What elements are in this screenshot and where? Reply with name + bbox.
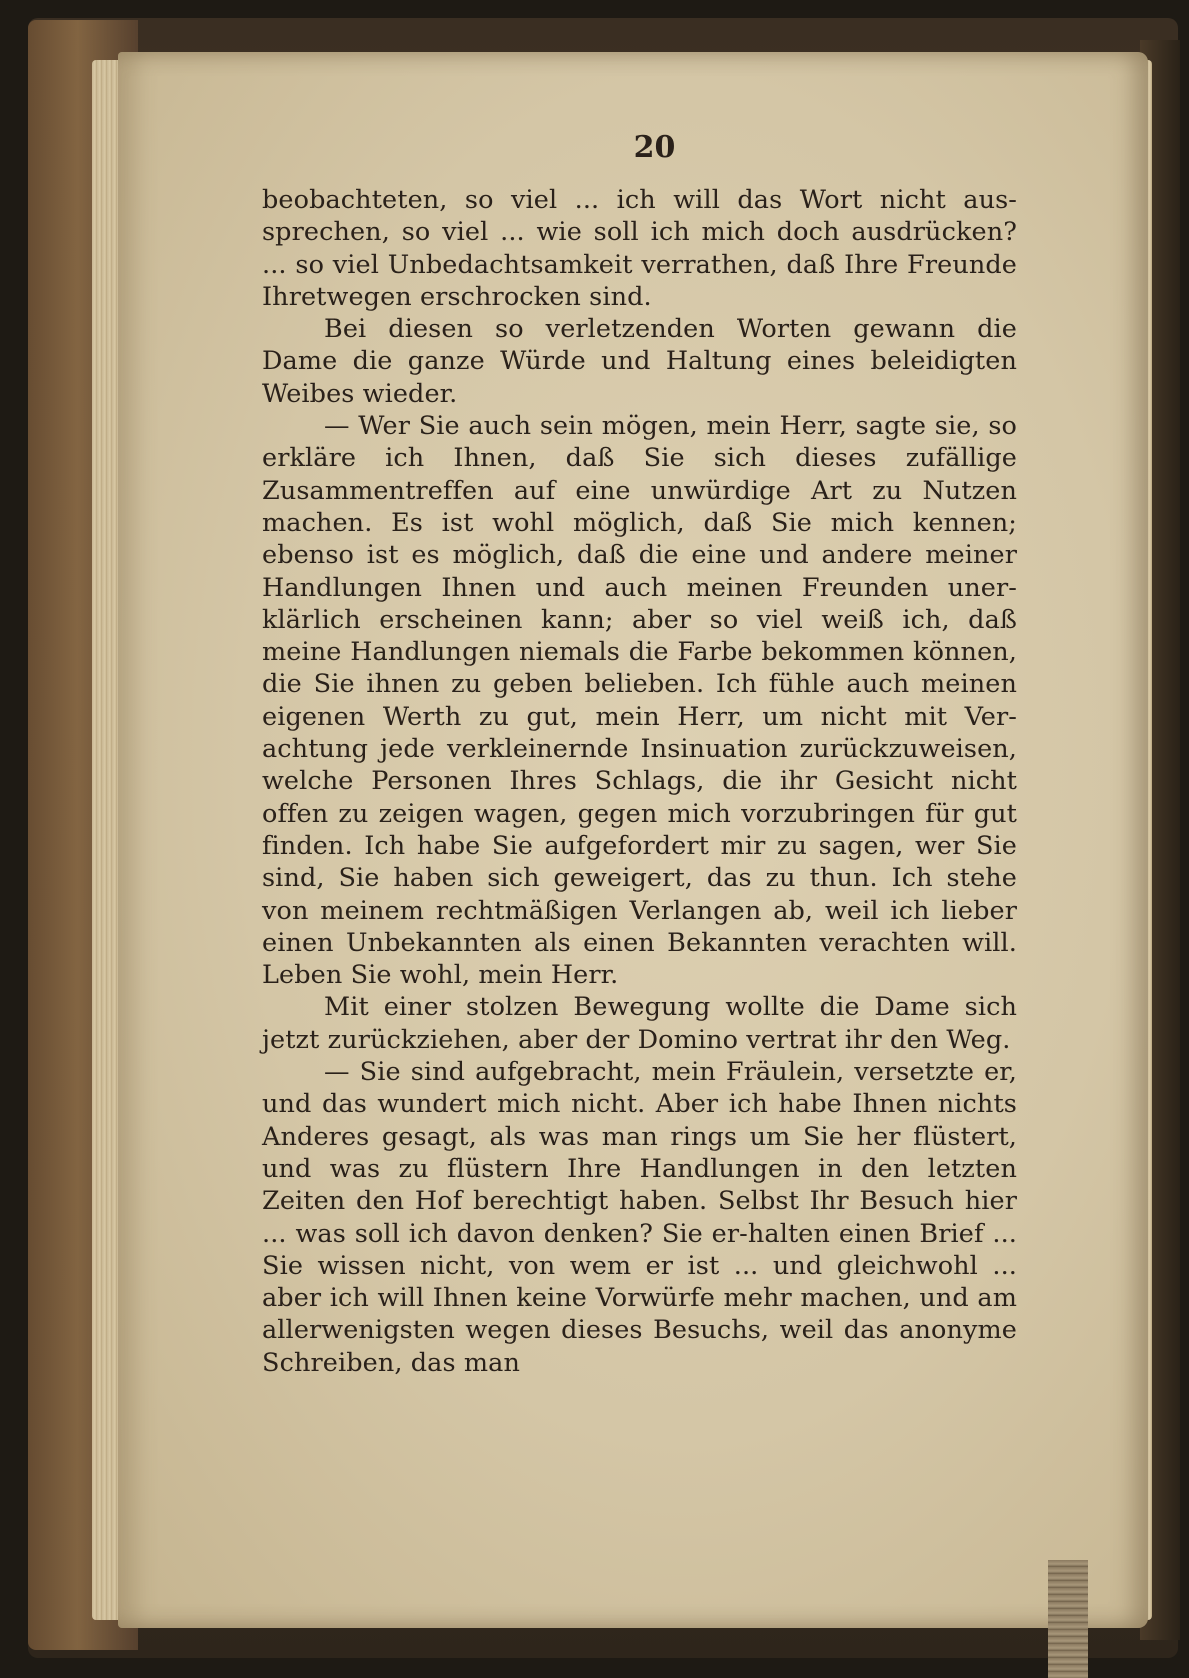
page-number: 20 bbox=[633, 130, 676, 165]
paragraph: beobachteten, so viel ... ich will das Wort nicht aus-sprechen, so viel ... wie soll ich mich doch ausdrücken? ... so viel Unbedachtsamkeit verrathen, daß Ihre Freunde Ihretwegen erschrocken sind. bbox=[262, 185, 1017, 312]
paragraph: Bei diesen so verletzenden Worten gewann die Dame die ganze Würde und Haltung eines beleidigten Weibes wieder. bbox=[262, 314, 1017, 409]
page-text bbox=[262, 184, 1017, 1379]
bookmark-ribbon bbox=[1048, 1560, 1088, 1678]
paragraph: Mit einer stolzen Bewegung wollte die Dame sich jetzt zurückziehen, aber der Domino vertrat ihr den Weg. bbox=[262, 992, 1017, 1055]
paragraph: — Sie sind aufgebracht, mein Fräulein, versetzte er, und das wundert mich nicht. Aber ich habe Ihnen nichts Anderes gesagt, als was man rings um Sie her flüstert, und was zu flüstern Ihre Handlungen in den letzten Zeiten den Hof berechtigt haben. Selbst Ihr Besuch hier ... was soll ich davon denken? Sie er-halten einen Brief ... Sie wissen nicht, von wem er ist ... und gleichwohl ... aber ich will Ihnen keine Vorwürfe mehr machen, und am allerwenigsten wegen dieses Besuchs, weil das anonyme Schreiben, das man bbox=[262, 1057, 1017, 1378]
paragraph: — Wer Sie auch sein mögen, mein Herr, sagte sie, so erkläre ich Ihnen, daß Sie sich dieses zufällige Zusammentreffen auf eine unwürdige Art zu Nutzen machen. Es ist wohl möglich, daß Sie mich kennen; ebenso ist es möglich, daß die eine und andere meiner Handlungen Ihnen und auch meinen Freunden uner-klärlich erscheinen kann; aber so viel weiß ich, daß meine Handlungen niemals die Farbe bekommen können, die Sie ihnen zu geben belieben. Ich fühle auch meinen eigenen Werth zu gut, mein Herr, um nicht mit Ver-achtung jede verkleinernde Insinuation zurückzuweisen, welche Personen Ihres Schlags, die ihr Gesicht nicht offen zu zeigen wagen, gegen mich vorzubringen für gut finden. Ich habe Sie aufgefordert mir zu sagen, wer Sie sind, Sie haben sich geweigert, das zu thun. Ich stehe von meinem rechtmäßigen Verlangen ab, weil ich lieber einen Unbekannten als einen Bekannten verachten will. Leben Sie wohl, mein Herr. bbox=[262, 411, 1017, 991]
